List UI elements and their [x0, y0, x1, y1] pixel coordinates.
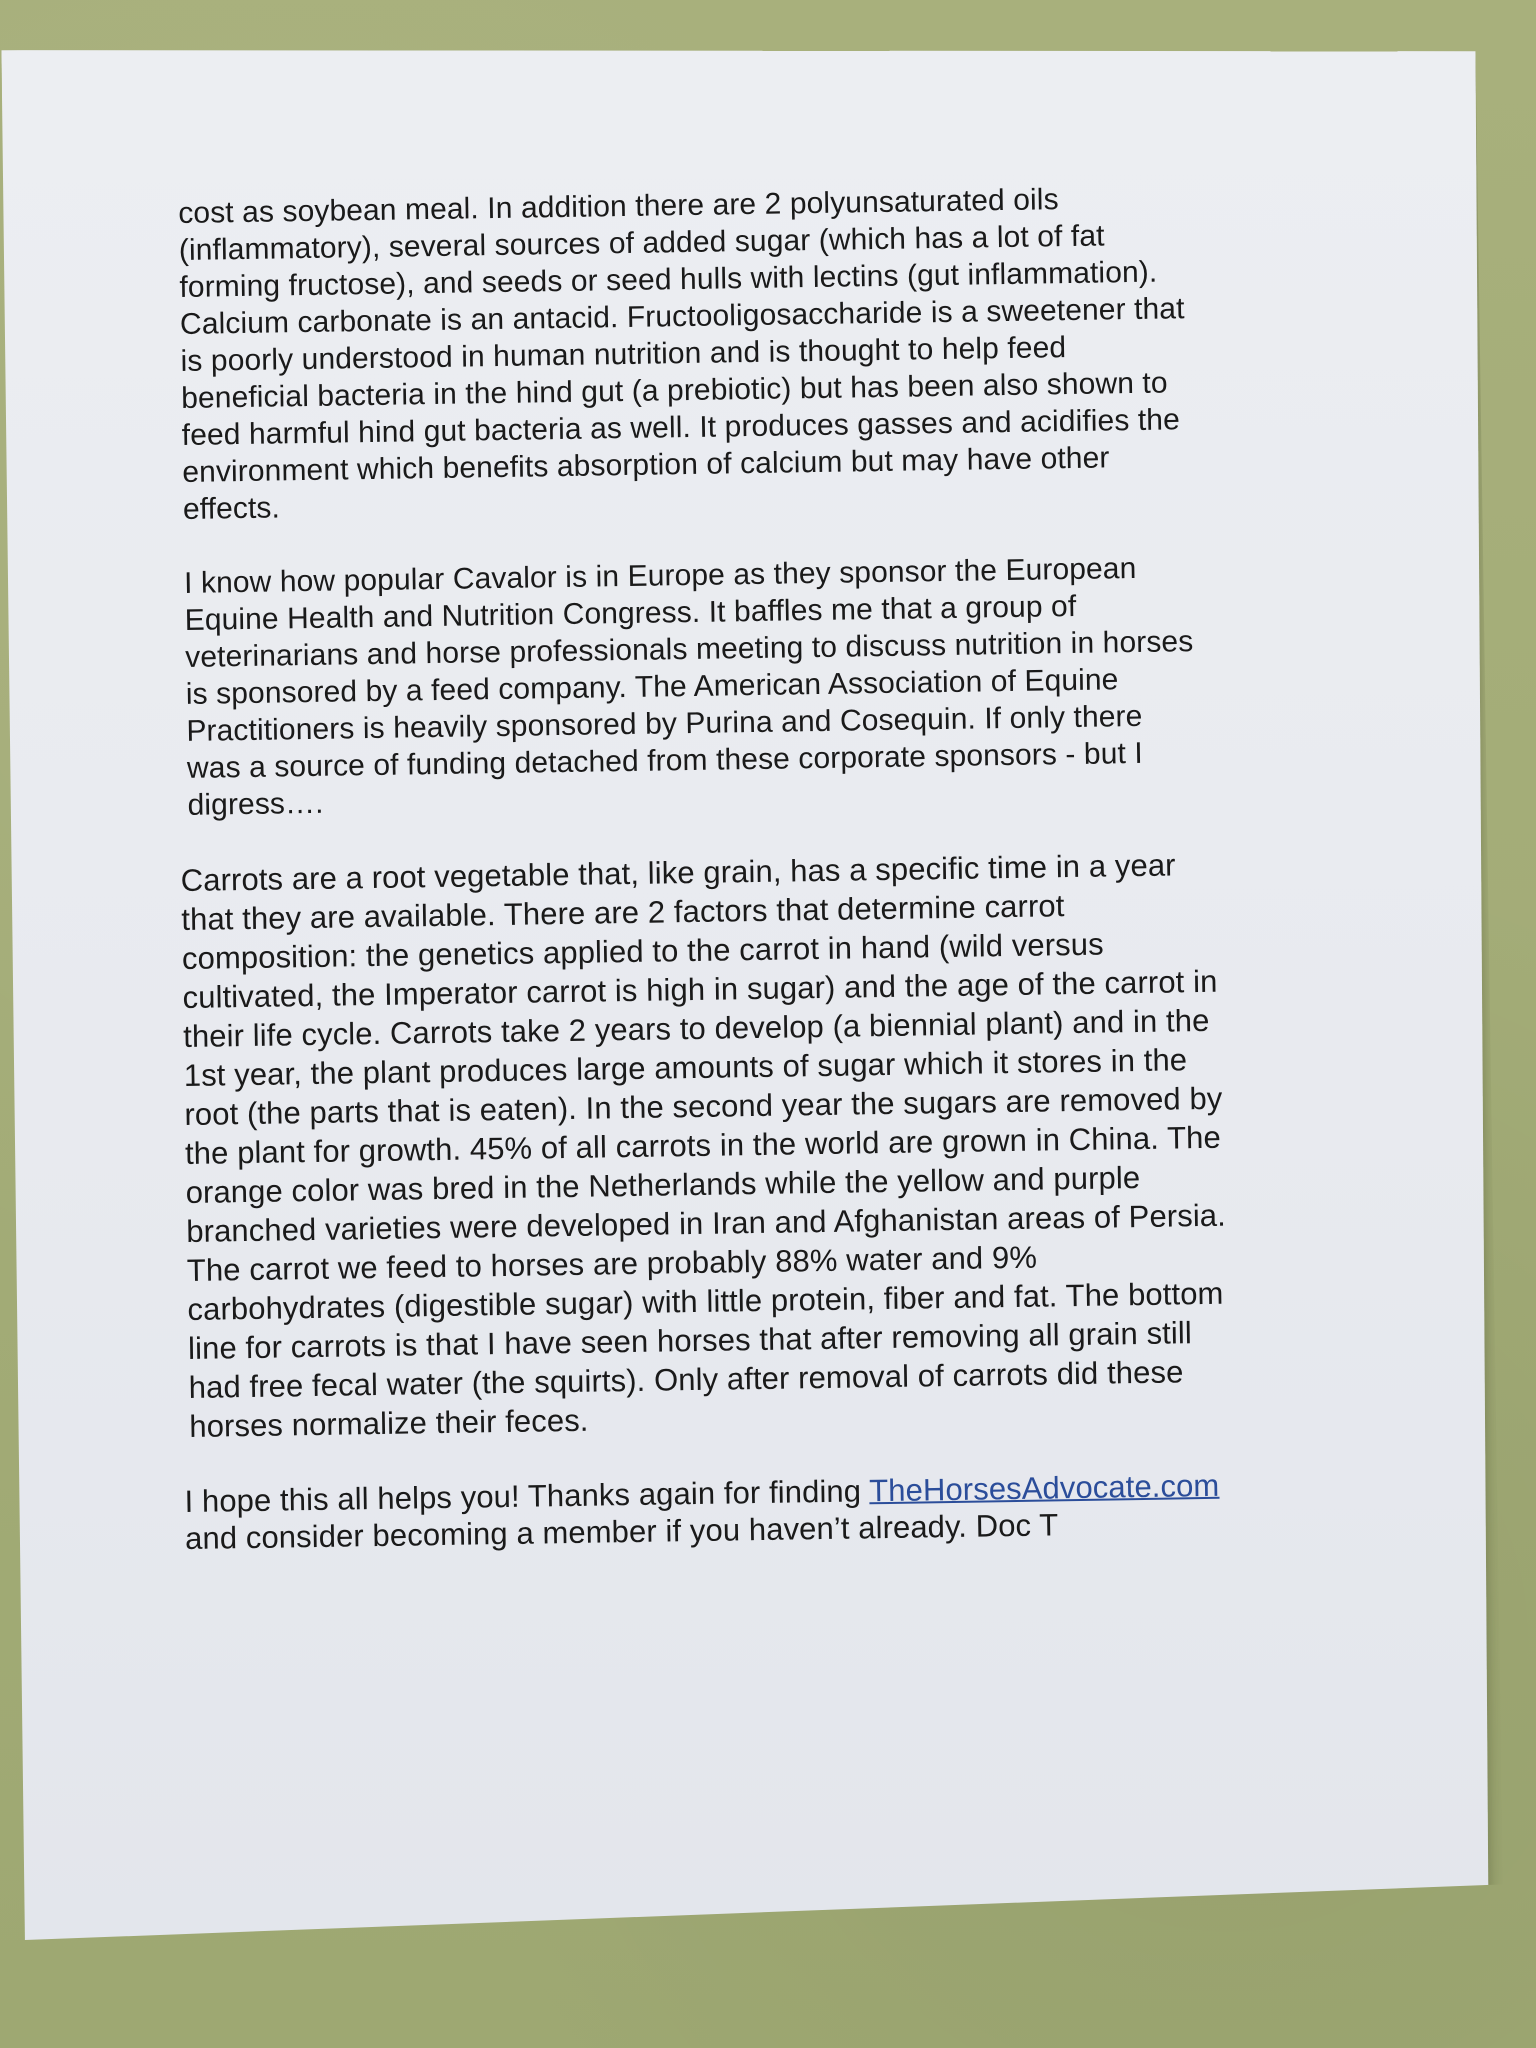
text-line: and consider becoming a member if you haven’t already. Doc T [184, 1507, 1059, 1557]
text-line: carbohydrates (digestible sugar) with little protein, fiber and fat. The bottom [187, 1275, 1224, 1327]
text-line: is poorly understood in human nutrition and is thought to help feed [180, 331, 1067, 378]
text-line: cost as soybean meal. In addition there are 2 polyunsaturated oils [178, 183, 1059, 230]
text-line: feed harmful hind gut bacteria as well. It produces gasses and acidifies the [181, 403, 1181, 452]
text-line: branched varieties were developed in Iran and Afghanistan areas of Persia. [186, 1197, 1227, 1249]
text-line: line for carrots is that I have seen horses that after removing all grain still [187, 1315, 1193, 1366]
text-line: was a source of funding detached from these corporate sponsors - but I [186, 736, 1144, 785]
text-line: cultivated, the Imperator carrot is high in sugar) and the age of the carrot in [182, 963, 1218, 1016]
text-line: is sponsored by a feed company. The American Association of Equine [185, 663, 1119, 711]
text-line: veterinarians and horse professionals meeting to discuss nutrition in horses [185, 625, 1194, 674]
text-line: The carrot we feed to horses are probably 88% water and 9% [186, 1239, 1038, 1288]
text-line: digress…. [187, 786, 324, 822]
closing-text: I hope this all helps you! Thanks again for finding [184, 1473, 870, 1520]
text-line: Calcium carbonate is an antacid. Fructooligosaccharide is a sweetener that [179, 292, 1185, 341]
text-line: 1st year, the plant produces large amounts of sugar which it stores in the [183, 1042, 1188, 1094]
paragraph-cavalor [184, 547, 1308, 824]
website-link[interactable]: TheHorsesAdvocate.com [868, 1467, 1220, 1509]
text-line: Equine Health and Nutrition Congress. It baffles me that a group of [184, 589, 1077, 637]
document-body [178, 177, 1320, 1593]
text-line: (inflammatory), several sources of added sugar (which has a lot of fat [178, 219, 1105, 267]
paragraph-ingredients [178, 177, 1303, 528]
paragraph-carrots [180, 843, 1329, 1446]
text-line: Practitioners is heavily sponsored by Purina and Cosequin. If only there [186, 699, 1143, 748]
text-line: forming fructose), and seeds or seed hulls with lectins (gut inflammation). [179, 255, 1158, 304]
text-line: their life cycle. Carrots take 2 years to develop (a biennial plant) and in the [182, 1002, 1210, 1055]
text-line: horses normalize their feces. [189, 1402, 589, 1444]
text-line: had free fecal water (the squirts). Only after removal of carrots did these [188, 1354, 1184, 1405]
text-line: beneficial bacteria in the hind gut (a prebiotic) but has been also shown to [180, 366, 1168, 415]
text-line: environment which benefits absorption of calcium but may have other [182, 441, 1110, 489]
text-line: effects. [182, 491, 281, 526]
text-line: Carrots are a root vegetable that, like grain, has a specific time in a year [180, 847, 1176, 899]
text-line: that they are available. There are 2 factors that determine carrot [181, 888, 1065, 938]
text-line: orange color was bred in the Netherlands while the yellow and purple [185, 1160, 1141, 1211]
text-line: I know how popular Cavalor is in Europe as they sponsor the European [183, 551, 1137, 600]
text-line: the plant for growth. 45% of all carrots in the world are grown in China. The [184, 1119, 1222, 1172]
text-line: root (the parts that is eaten). In the second year the sugars are removed by [184, 1080, 1223, 1133]
paragraph-closing [184, 1465, 1319, 1557]
text-line: composition: the genetics applied to the carrot in hand (wild versus [181, 926, 1104, 977]
